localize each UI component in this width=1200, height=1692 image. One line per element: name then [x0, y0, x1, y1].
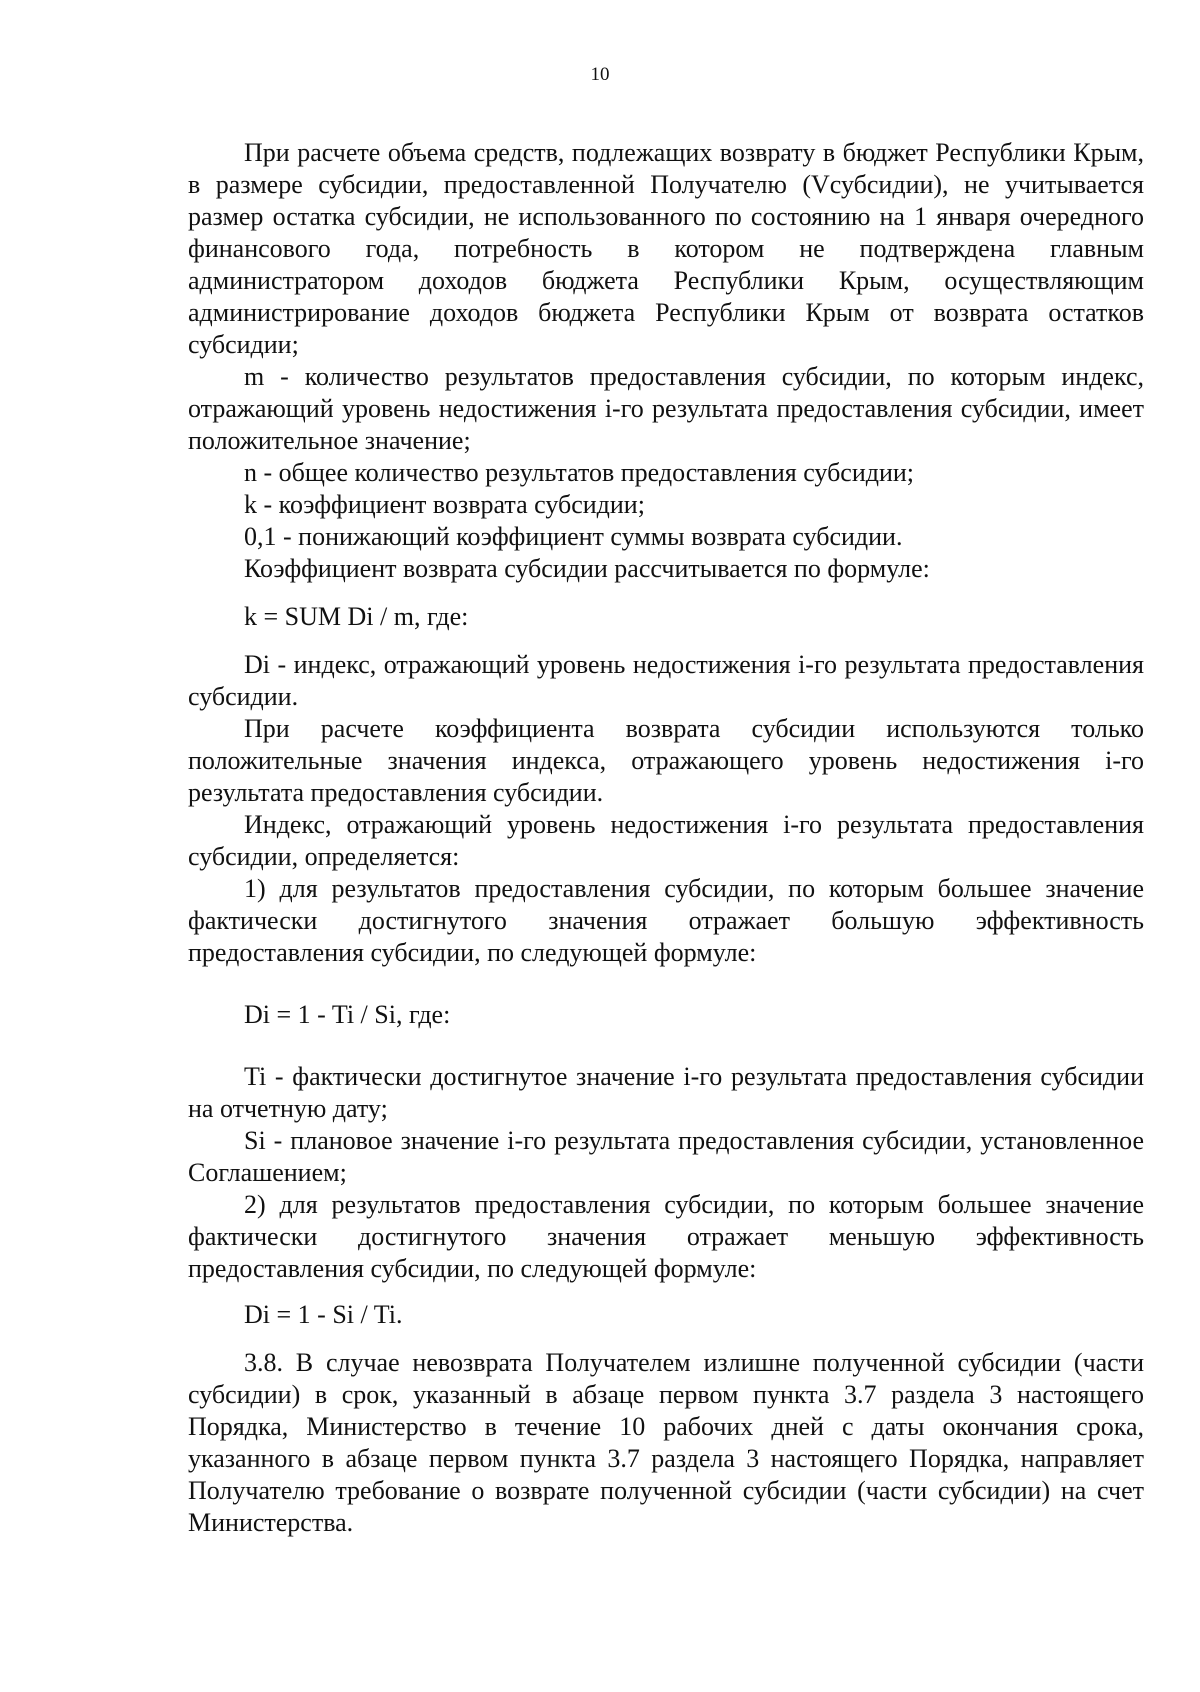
- paragraph-positive-values: При расчете коэффициента возврата субсидии используются только положительные значения индекса, отражающего уровень недостижения i-го результата предоставления субсидии.: [188, 714, 1144, 807]
- formula-k: k = SUM Di / m, где:: [244, 602, 469, 631]
- formula-di-case-2: Di = 1 - Si / Ti.: [244, 1300, 403, 1329]
- paragraph-coefficient-formula-intro: Коэффициент возврата субсидии рассчитывается по формуле:: [244, 554, 930, 583]
- document-body: [188, 137, 1144, 1539]
- formula-di-case-1: Di = 1 - Ti / Si, где:: [244, 1000, 451, 1029]
- paragraph-ti-definition: Ti - фактически достигнутое значение i-го результата предоставления субсидии на отчетную дату;: [188, 1062, 1144, 1123]
- paragraph-index-determination: Индекс, отражающий уровень недостижения i-го результата предоставления субсидии, определяется:: [188, 810, 1144, 871]
- paragraph-n-definition: n - общее количество результатов предоставления субсидии;: [244, 458, 915, 487]
- paragraph-subsidy-return-volume: При расчете объема средств, подлежащих возврату в бюджет Республики Крым, в размере субсидии, предоставленной Получателю (Vсубсидии), не учитывается размер остатка субсидии, не использованного по состоянию на 1 января очередного финансового года, потребность в котором не подтверждена главным администратором доходов бюджета Республики Крым, осуществляющим администрирование доходов бюджета Республики Крым от возврата остатков субсидии;: [188, 138, 1144, 359]
- paragraph-reduction-coefficient: 0,1 - понижающий коэффициент суммы возврата субсидии.: [244, 522, 903, 551]
- paragraph-case-2: 2) для результатов предоставления субсидии, по которым большее значение фактически достигнутого значения отражает меньшую эффективность предоставления субсидии, по следующей формуле:: [188, 1190, 1144, 1283]
- page-number: 10: [590, 64, 610, 85]
- paragraph-section-3-8: 3.8. В случае невозврата Получателем излишне полученной субсидии (части субсидии) в срок, указанный в абзаце первом пункта 3.7 раздела 3 настоящего Порядка, Министерство в течение 10 рабочих дней с даты окончания срока, указанного в абзаце первом пункта 3.7 раздела 3 настоящего Порядка, направляет Получателю требование о возврате полученной субсидии (части субсидии) на счет Министерства.: [188, 1348, 1144, 1537]
- paragraph-m-definition: m - количество результатов предоставления субсидии, по которым индекс, отражающий уровень недостижения i-го результата предоставления субсидии, имеет положительное значение;: [188, 362, 1144, 455]
- paragraph-k-definition: k - коэффициент возврата субсидии;: [244, 490, 645, 519]
- paragraph-si-definition: Si - плановое значение i-го результата предоставления субсидии, установленное Соглашением;: [188, 1126, 1144, 1187]
- paragraph-case-1: 1) для результатов предоставления субсидии, по которым большее значение фактически достигнутого значения отражает большую эффективность предоставления субсидии, по следующей формуле:: [188, 874, 1144, 967]
- paragraph-di-definition: Di - индекс, отражающий уровень недостижения i-го результата предоставления субсидии.: [188, 650, 1144, 711]
